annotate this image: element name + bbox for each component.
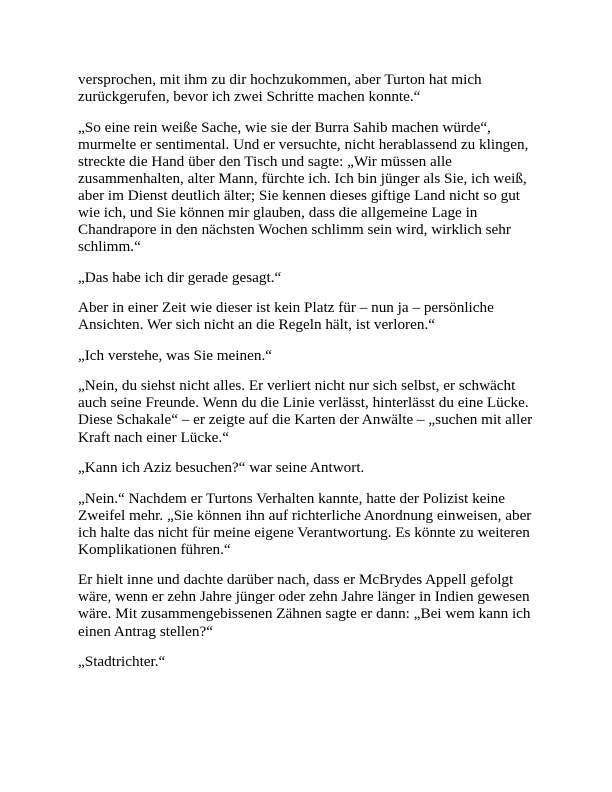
- document-body: [78, 71, 540, 684]
- paragraph: „Das habe ich dir gerade gesagt.“: [78, 268, 282, 286]
- paragraph: „Ich verstehe, was Sie meinen.“: [78, 346, 272, 364]
- paragraph: Aber in einer Zeit wie dieser ist kein Platz für – nun ja – persönliche Ansichten. Wer sich nicht an die Regeln hält, ist verloren.“: [78, 299, 494, 334]
- paragraph: versprochen, mit ihm zu dir hochzukommen, aber Turton hat mich zurückgerufen, bevor ich zwei Schritte machen konnte.“: [78, 71, 482, 106]
- paragraph: „Kann ich Aziz besuchen?“ war seine Antwort.: [78, 459, 365, 477]
- paragraph: „So eine rein weiße Sache, wie sie der Burra Sahib machen würde“, murmelte er sentimental. Und er versuchte, nicht herablassend zu klingen, streckte die Hand über den Tisch und sagte: „Wir müssen alle zusammenhalten, alter Mann, fürchte ich. Ich bin jünger als Sie, ich weiß, aber im Dienst deutlich älter; Sie kennen dieses giftige Land nicht so gut wie ich, und Sie können mir glauben, dass die allgemeine Lage in Chandrapore in den nächsten Wochen schlimm sein wird, wirklich sehr schlimm.“: [78, 118, 529, 256]
- paragraph: „Stadtrichter.“: [78, 653, 166, 671]
- paragraph: „Nein, du siehst nicht alles. Er verliert nicht nur sich selbst, er schwächt auch seine Freunde. Wenn du die Linie verlässt, hinterlässt du eine Lücke. Diese Schakale“ – er zeigte auf die Karten der Anwälte – „suchen mit aller Kraft nach einer Lücke.“: [78, 377, 533, 446]
- paragraph: „Nein.“ Nachdem er Turtons Verhalten kannte, hatte der Polizist keine Zweifel mehr. „Sie können ihn auf richterliche Anordnung einweisen, aber ich halte das nicht für meine eigene Verantwortung. Es könnte zu weiteren Komplikationen führen.“: [78, 489, 532, 558]
- paragraph: Er hielt inne und dachte darüber nach, dass er McBrydes Appell gefolgt wäre, wenn er zehn Jahre jünger oder zehn Jahre länger in Indien gewesen wäre. Mit zusammengebissenen Zähnen sagte er dann: „Bei wem kann ich einen Antrag stellen?“: [78, 571, 531, 640]
